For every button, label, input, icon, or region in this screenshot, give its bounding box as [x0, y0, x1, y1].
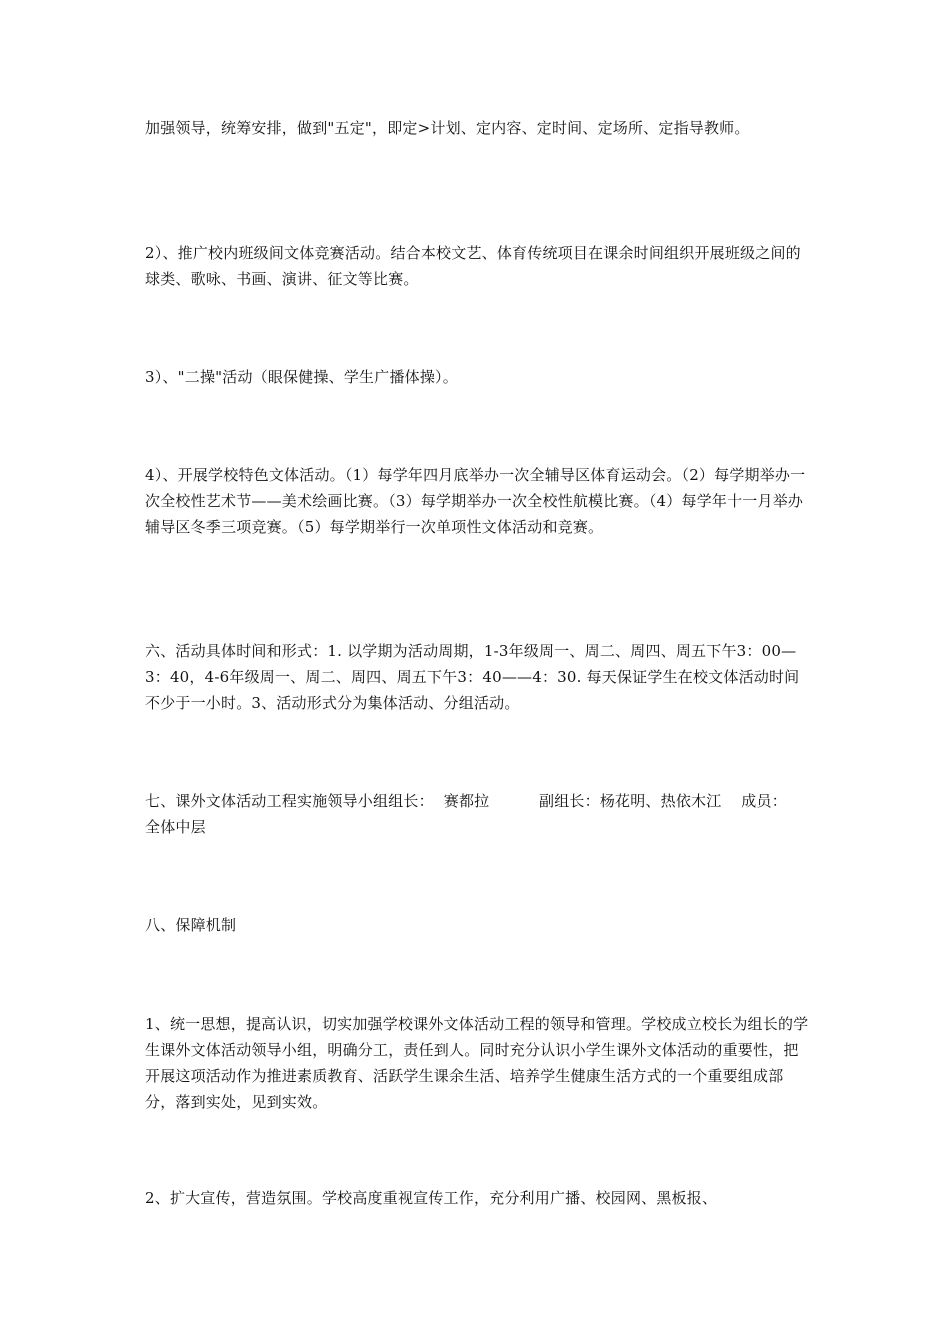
paragraph-unify-thinking: 1、统一思想，提高认识，切实加强学校课外文体活动工程的领导和管理。学校成立校长为组长的学生课外文体活动领导小组，明确分工，责任到人。同时充分认识小学生课外文体活动的重要性，把开展这项活动作为推进素质教育、活跃学生课余生活、培养学生健康生活方式的一个重要组成部分，落到实处，见到实效。	[145, 1015, 809, 1111]
paragraph-leadership-group: 七、课外文体活动工程实施领导小组组长： 赛都拉 副组长：杨花明、热依木江 成员： 全体中层	[145, 792, 797, 836]
section-heading-guarantee: 八、保障机制	[145, 916, 237, 934]
paragraph-featured-activities: 4）、开展学校特色文体活动。（1）每学年四月底举办一次全辅导区体育运动会。（2）每学期举办一次全校性艺术节——美术绘画比赛。（3）每学期举办一次全校性航模比赛。（4）每学年十一月举办辅导区冬季三项竞赛。（5）每学期举行一次单项性文体活动和竞赛。	[145, 466, 806, 536]
paragraph-publicity: 2、扩大宣传，营造氛围。学校高度重视宣传工作，充分利用广播、校园网、黑板报、	[145, 1189, 718, 1207]
paragraph-leadership: 加强领导，统筹安排，做到"五定"，即定>计划、定内容、定时间、定场所、定指导教师。	[145, 119, 750, 137]
paragraph-two-exercises: 3）、"二操"活动（眼保健操、学生广播体操）。	[145, 368, 458, 386]
paragraph-schedule-format: 六、活动具体时间和形式：1. 以学期为活动周期，1-3年级周一、周二、周四、周五下午3：00—3：40，4-6年级周一、周二、周四、周五下午3：40——4：30. 每天保证学生在校文体活动时间不少于一小时。3、活动形式分为集体活动、分组活动。	[145, 642, 800, 712]
paragraph-class-competitions: 2）、推广校内班级间文体竞赛活动。结合本校文艺、体育传统项目在课余时间组织开展班级之间的球类、歌咏、书画、演讲、征文等比赛。	[145, 244, 801, 288]
